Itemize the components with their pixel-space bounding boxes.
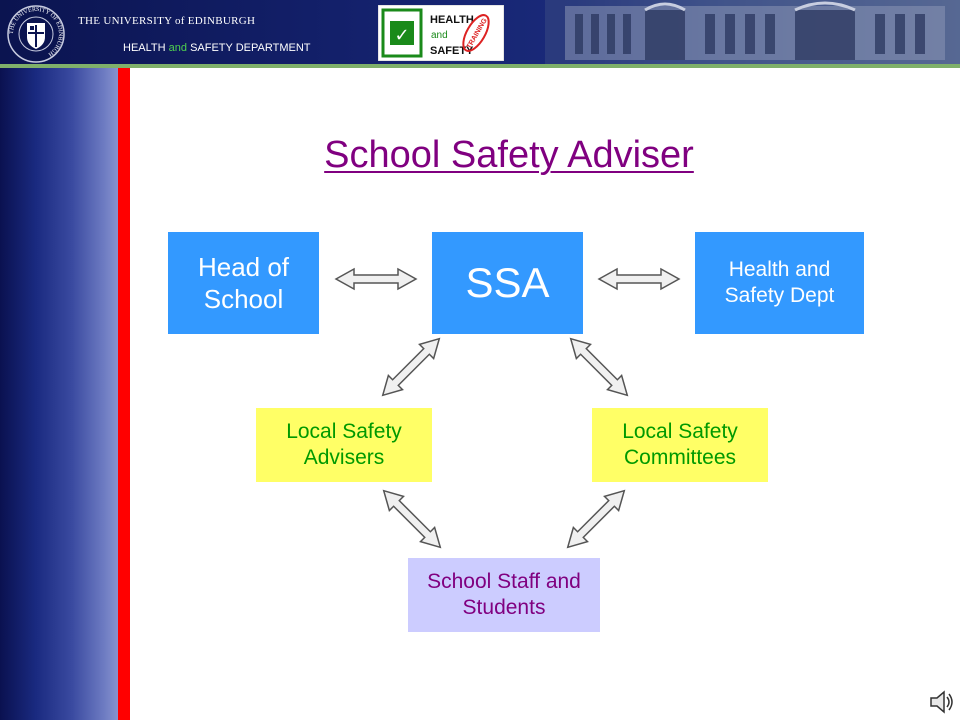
crest-text: THE UNIVERSITY OF EDINBURGH <box>8 6 64 57</box>
arrow-lsa-staff <box>377 484 448 555</box>
check-icon: ✓ <box>394 25 410 46</box>
arrow-head-ssa <box>336 269 416 289</box>
university-name: THE UNIVERSITY of EDINBURGH <box>78 15 256 27</box>
arrow-lsc-staff <box>561 484 632 555</box>
svg-text:SAFETY: SAFETY <box>430 45 474 57</box>
health-safety-dept-label: Health and Safety Dept <box>724 257 835 307</box>
local-safety-committees-box <box>592 408 768 482</box>
school-staff-students-box <box>408 558 600 632</box>
arrow-ssa-lsc <box>564 332 635 403</box>
head-of-school-box <box>168 232 319 334</box>
ssa-label: SSA <box>465 258 550 306</box>
department-name: HEALTH and SAFETY DEPARTMENT <box>123 42 311 54</box>
arrow-ssa-lsa <box>376 332 447 403</box>
svg-text:TRAINING: TRAINING <box>465 17 489 51</box>
school-staff-students-label: School Staff and Students <box>427 569 581 619</box>
speaker-icon[interactable] <box>928 688 956 716</box>
svg-text:HEALTH: HEALTH <box>430 14 474 26</box>
slide-title: School Safety Adviser <box>324 134 694 176</box>
head-of-school-label: Head of School <box>197 251 290 314</box>
svg-text:and: and <box>431 30 448 41</box>
local-safety-advisers-box <box>256 408 432 482</box>
arrow-ssa-hsd <box>599 269 679 289</box>
health-safety-dept-box <box>695 232 864 334</box>
local-safety-committees-label: Local Safety Committees <box>622 419 738 469</box>
ssa-box <box>432 232 583 334</box>
local-safety-advisers-label: Local Safety Advisers <box>286 419 402 469</box>
